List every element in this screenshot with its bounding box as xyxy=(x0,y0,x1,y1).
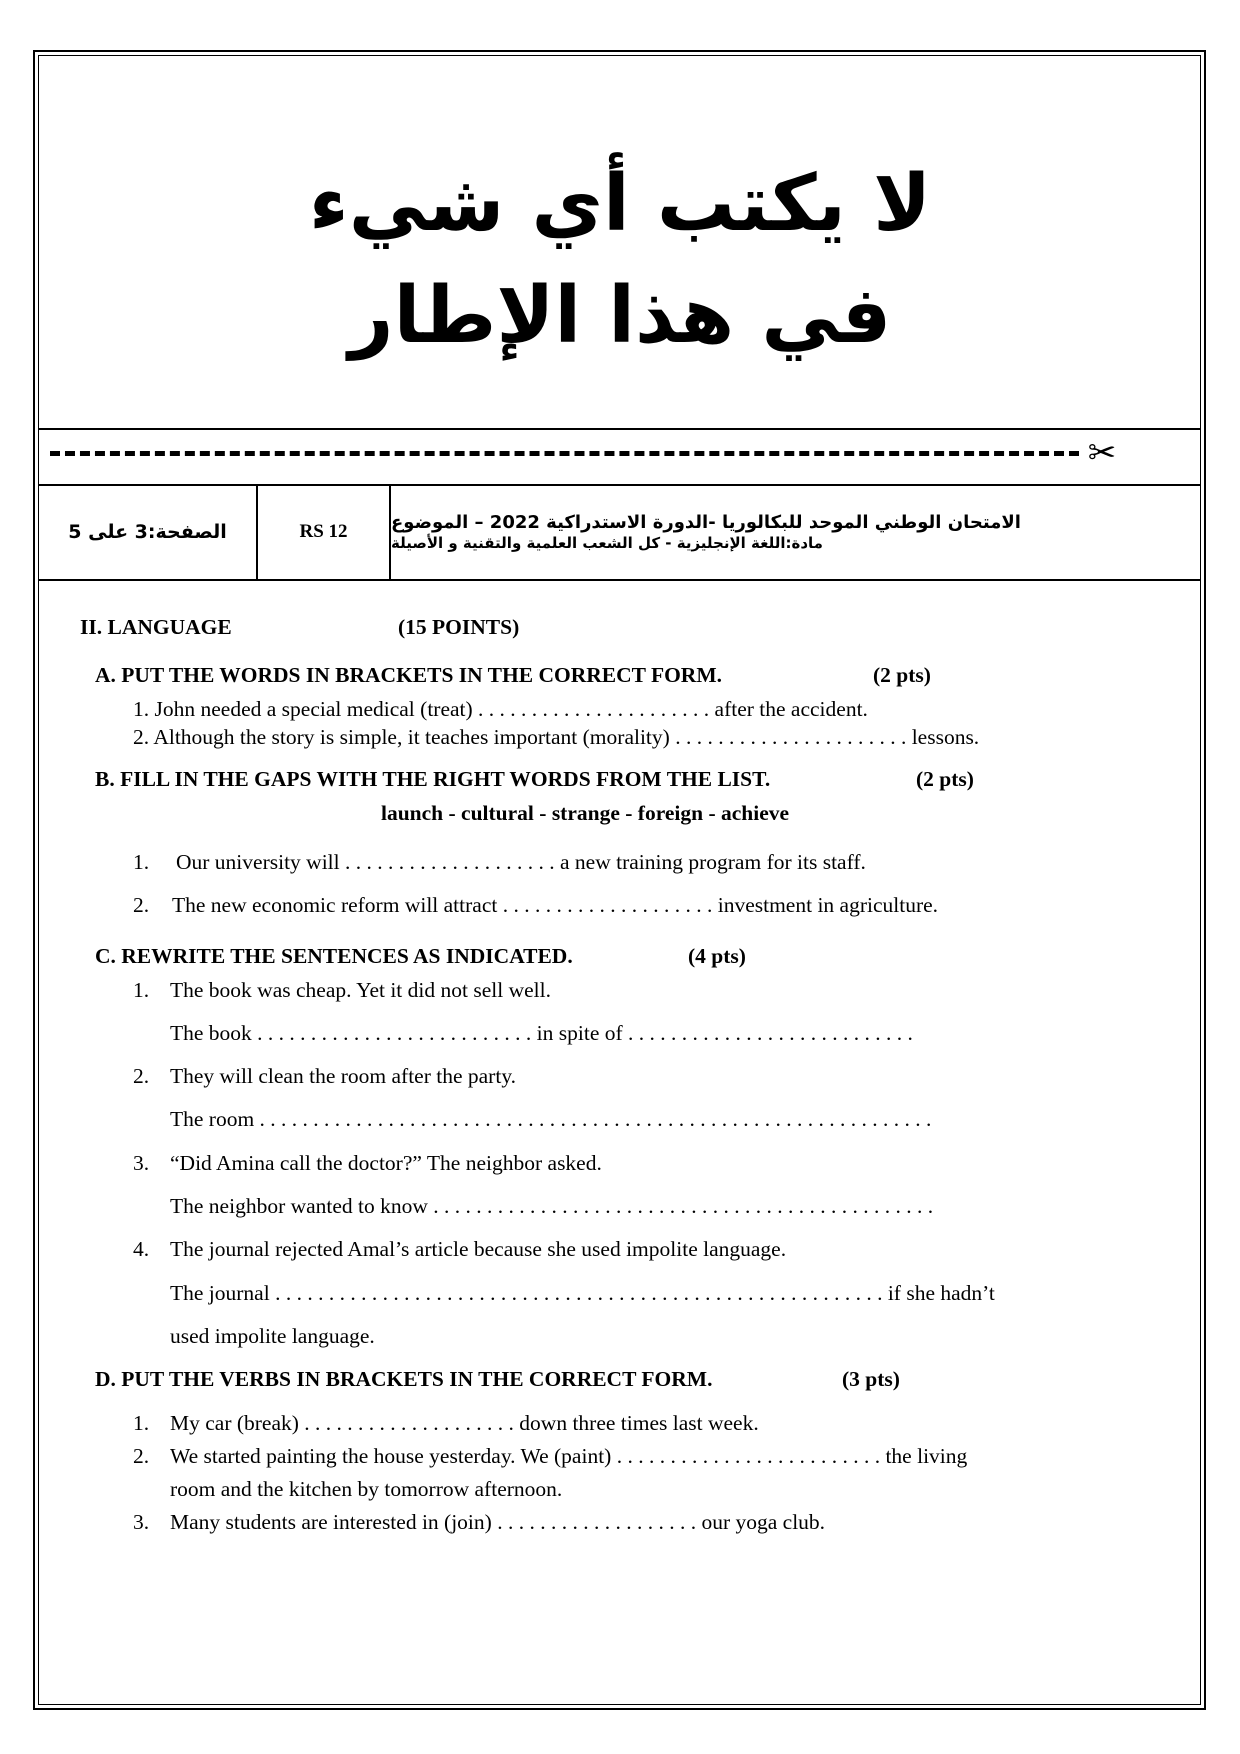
section-b-q1-number: 1. xyxy=(133,850,150,874)
do-not-write-notice xyxy=(0,148,1240,372)
notice-line-1: لا يكتب أي شيء xyxy=(308,159,932,249)
exam-title-line-2: مادة:اللغة الإنجليزية - كل الشعب العلمية والتقنية و الأصيلة xyxy=(391,534,823,552)
section-b-q2-number: 2. xyxy=(133,893,150,917)
section-d-q3-number: 3. xyxy=(133,1510,150,1534)
section-c-answer-2: The room . . . . . . . . . . . . . . . . . . . . . . . . . . . . . . . . . . . . . . . . . . . . . . . . . . . . . . . . . . . . . . . xyxy=(170,1107,932,1131)
section-b-title: B. FILL IN THE GAPS WITH THE RIGHT WORDS FROM THE LIST. xyxy=(95,767,771,791)
section-c-question-4: The journal rejected Amal’s article because she used impolite language. xyxy=(170,1237,787,1261)
section-a-title: A. PUT THE WORDS IN BRACKETS IN THE CORRECT FORM. xyxy=(95,663,723,687)
section-c-points: (4 pts) xyxy=(688,944,746,968)
section-a-points: (2 pts) xyxy=(873,663,931,687)
section-d-question-1: My car (break) . . . . . . . . . . . . . . . . . . . . down three times last week. xyxy=(170,1411,759,1435)
word-list: launch - cultural - strange - foreign - achieve xyxy=(381,801,790,825)
dashed-cut-line xyxy=(50,451,1079,456)
section-c-answer-1: The book . . . . . . . . . . . . . . . . . . . . . . . . . . in spite of . . . . . . . . . . . . . . . . . . . . . . . . . . . xyxy=(170,1021,913,1045)
section-d-q1-number: 1. xyxy=(133,1411,150,1435)
exam-title xyxy=(391,485,1200,579)
divider-line xyxy=(39,428,1200,430)
section-b-points: (2 pts) xyxy=(916,767,974,791)
exam-header xyxy=(39,485,1200,579)
section-d-title: D. PUT THE VERBS IN BRACKETS IN THE CORRECT FORM. xyxy=(95,1367,713,1391)
section-d-q2-number: 2. xyxy=(133,1444,150,1468)
section-c-q4-number: 4. xyxy=(133,1237,150,1261)
section-d-question-3: Many students are interested in (join) . . . . . . . . . . . . . . . . . . . our yoga club. xyxy=(170,1510,826,1534)
notice-line-2: في هذا الإطار xyxy=(348,271,892,361)
section-c-title: C. REWRITE THE SENTENCES AS INDICATED. xyxy=(95,944,573,968)
section-c-q1-number: 1. xyxy=(133,978,150,1002)
section-c-q3-number: 3. xyxy=(133,1151,150,1175)
page-number: الصفحة:3 على 5 xyxy=(39,485,258,579)
section-title: II. LANGUAGE xyxy=(80,615,232,639)
exam-title-line-1: الامتحان الوطني الموحد للبكالوريا -الدورة الاستدراكية 2022 – الموضوع xyxy=(391,512,1021,533)
section-c-question-3: “Did Amina call the doctor?” The neighbor asked. xyxy=(170,1151,602,1175)
section-d-question-2-continued: room and the kitchen by tomorrow afternoon. xyxy=(170,1477,563,1501)
section-c-answer-3: The neighbor wanted to know . . . . . . . . . . . . . . . . . . . . . . . . . . . . . . . . . . . . . . . . . . . . . . . xyxy=(170,1194,934,1218)
section-b-question-1: Our university will . . . . . . . . . . . . . . . . . . . . a new training program for its staff. xyxy=(176,850,866,874)
cut-line xyxy=(50,433,1125,473)
section-c-question-1: The book was cheap. Yet it did not sell well. xyxy=(170,978,551,1002)
divider-line xyxy=(39,579,1200,581)
section-points: (15 POINTS) xyxy=(398,615,520,639)
section-d-question-2: We started painting the house yesterday. We (paint) . . . . . . . . . . . . . . . . . . . . . . . . . the living xyxy=(170,1444,968,1468)
scissors-icon: ✂ xyxy=(1087,433,1117,473)
section-d-points: (3 pts) xyxy=(842,1367,900,1391)
exam-code: RS 12 xyxy=(258,485,391,579)
section-c-q2-number: 2. xyxy=(133,1064,150,1088)
section-a-question-1: 1. John needed a special medical (treat) . . . . . . . . . . . . . . . . . . . . . . after the accident. xyxy=(133,697,868,721)
section-c-answer-4-continued: used impolite language. xyxy=(170,1324,375,1348)
section-b-question-2: The new economic reform will attract . . . . . . . . . . . . . . . . . . . . investment in agriculture. xyxy=(172,893,939,917)
section-a-question-2: 2. Although the story is simple, it teaches important (morality) . . . . . . . . . . . . . . . . . . . . . . lessons. xyxy=(133,725,980,749)
section-c-answer-4: The journal . . . . . . . . . . . . . . . . . . . . . . . . . . . . . . . . . . . . . . . . . . . . . . . . . . . . . . . . . if she hadn’t xyxy=(170,1281,995,1305)
section-c-question-2: They will clean the room after the party. xyxy=(170,1064,517,1088)
